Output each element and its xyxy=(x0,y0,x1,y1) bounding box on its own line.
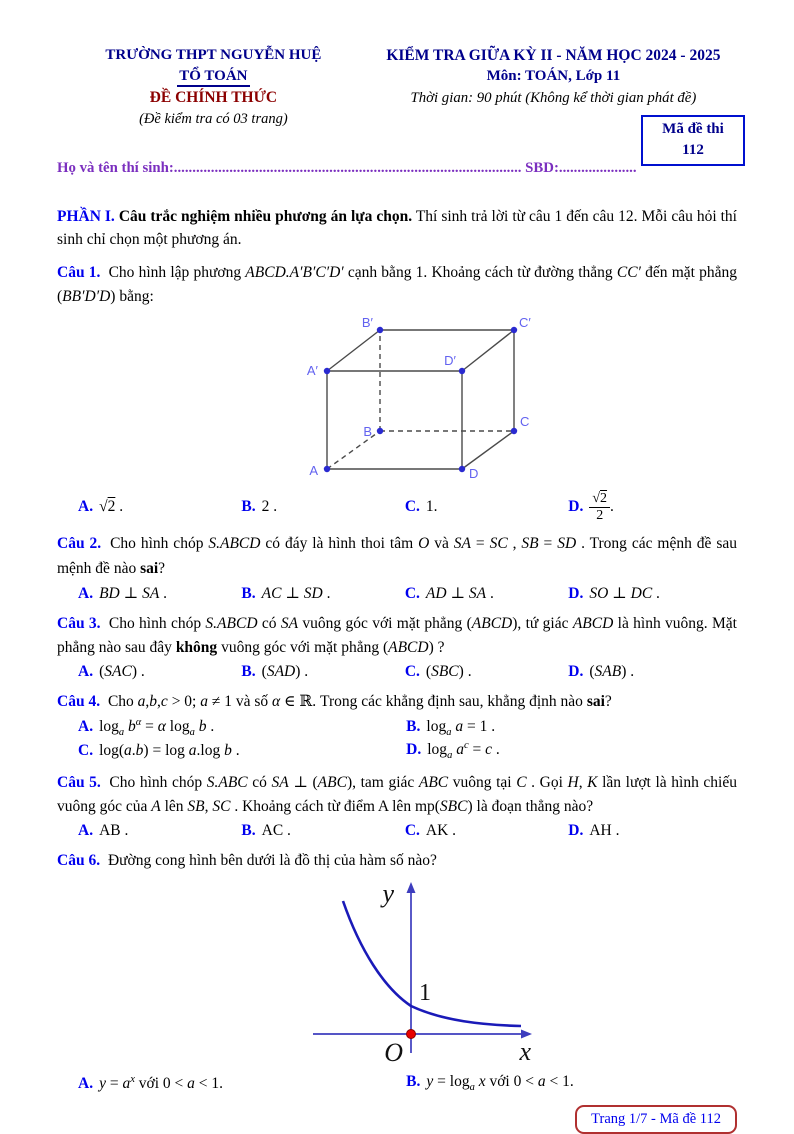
option-C: C. AD ⊥ SA . xyxy=(404,584,494,602)
header-school-block xyxy=(57,46,370,129)
question-3-options xyxy=(78,663,737,681)
question-1-number: Câu 1. xyxy=(57,263,101,281)
question-1-text xyxy=(57,261,737,311)
question-1-statement: Cho hình lập phương ABCD.A′B′C′D′ cạnh bằng 1. Khoảng cách từ đường thẳng CC′ đến mặt phẳng (BB′D′D) bằng: xyxy=(57,263,738,306)
cube-svg xyxy=(294,314,544,484)
footer-row xyxy=(57,1105,737,1134)
cube-vertex-C-prime: C′ xyxy=(519,315,531,331)
cube-vertex-B-prime: B′ xyxy=(361,315,373,331)
cube-figure xyxy=(57,314,737,489)
question-3-text xyxy=(57,612,737,662)
option-A: A. $y = a^x$ với 0 < a < 1. xyxy=(78,1073,224,1092)
curve-graph-svg xyxy=(288,878,538,1066)
option-C: C. log(a.b) = log a.log b . xyxy=(78,741,240,759)
exam-code-value: 112 xyxy=(682,142,704,159)
option-A: A. AB . xyxy=(78,822,129,840)
option-C: C. (SBC) . xyxy=(404,663,472,681)
cube-vertex-D-prime: D′ xyxy=(444,353,456,369)
cube-vertex-D: D xyxy=(469,466,479,482)
exam-code-box xyxy=(641,115,745,166)
option-A: A. BD ⊥ SA . xyxy=(78,584,168,602)
option-B: B. $\log_a a = 1$ . xyxy=(406,717,496,738)
option-B: B. AC ⊥ SD . xyxy=(241,584,331,602)
question-5-number: Câu 5. xyxy=(57,773,101,791)
question-5 xyxy=(57,771,737,841)
cube-vertex-A: A xyxy=(309,463,318,479)
school-name: TRƯỜNG THPT NGUYỄN HUỆ xyxy=(105,47,322,63)
pages-note: (Đề kiểm tra có 03 trang) xyxy=(139,111,288,128)
question-4-text xyxy=(57,690,737,715)
candidate-name-line: Họ và tên thí sinh:.............................................................................................. SBD:..................... xyxy=(57,160,637,177)
question-2 xyxy=(57,532,737,603)
exam-subject: Môn: TOÁN, Lớp 11 xyxy=(486,68,621,85)
origin-label: O xyxy=(384,1037,403,1066)
question-4-statement: Cho a,b,c > 0; a ≠ 1 và số α ∈ ℝ. Trong các khẳng định sau, khẳng định nào sai? xyxy=(107,693,612,711)
question-6-statement: Đường cong hình bên dưới là đồ thị của hàm số nào? xyxy=(107,852,437,870)
question-2-options xyxy=(78,584,737,603)
section-1-intro xyxy=(57,205,737,252)
section-1-label: PHẦN I. xyxy=(57,208,115,226)
question-6-options xyxy=(78,1073,737,1093)
option-B: B. $y = \log_a x$ với 0 < a < 1. xyxy=(406,1072,574,1094)
section-1-desc: Thí sinh trả lời từ câu 1 đến câu 12. Mỗi câu hỏi thí sinh chỉ chọn một phương án. xyxy=(57,208,737,249)
question-5-options xyxy=(78,822,737,840)
department-name: TỔ TOÁN xyxy=(57,67,370,87)
question-3-statement: Cho hình chóp S.ABCD có SA vuông góc với mặt phẳng (ABCD), tứ giác ABCD là hình vuông. Mặt phẳng nào sau đây không vuông góc với mặt phẳng (ABCD) ? xyxy=(57,614,737,657)
cube-vertex-B: B xyxy=(363,424,372,440)
option-C: C. 1. xyxy=(404,498,438,516)
question-1 xyxy=(57,261,737,523)
question-6-text xyxy=(57,849,737,874)
option-B: B. AC . xyxy=(241,822,291,840)
question-2-statement: Cho hình chóp S.ABCD có đáy là hình thoi tâm O và SA = SC , SB = SD . Trong các mệnh đề sau mệnh đề nào sai? xyxy=(57,535,738,577)
section-1-title: Câu trắc nghiệm nhiều phương án lựa chọn. xyxy=(118,208,413,226)
option-D: D. SO ⊥ DC . xyxy=(568,584,660,602)
question-5-statement: Cho hình chóp S.ABC có SA ⊥ (ABC), tam giác ABC vuông tại C . Gọi H, K lần lượt là hình chiếu vuông góc của A lên SB, SC . Khoảng cách từ điểm A lên mp(SBC) là đoạn thẳng nào? xyxy=(57,773,737,816)
x-axis-label: x xyxy=(519,1036,531,1066)
option-D: D. $\frac{√2}{2}$ . xyxy=(568,491,614,523)
question-4-options-row-1 xyxy=(78,717,737,738)
candidate-row xyxy=(57,121,737,181)
exam-header xyxy=(57,46,737,129)
official-exam-label: ĐỀ CHÍNH THỨC xyxy=(149,88,278,106)
question-2-number: Câu 2. xyxy=(57,535,102,553)
option-A: A. √2 . xyxy=(78,498,124,516)
question-3-number: Câu 3. xyxy=(57,614,101,632)
option-D: D. (SAB) . xyxy=(568,663,635,681)
exponential-curve xyxy=(343,901,521,1026)
option-D: D. $\log_a a^c = c$ . xyxy=(406,740,500,762)
option-B: B. (SAD) . xyxy=(241,663,309,681)
origin-point xyxy=(407,1029,416,1038)
question-3 xyxy=(57,612,737,682)
question-6 xyxy=(57,849,737,1093)
curve-graph-figure xyxy=(57,878,737,1071)
cube-vertex-A-prime: A′ xyxy=(306,363,318,379)
question-1-options xyxy=(78,491,737,523)
page-number-badge: Trang 1/7 - Mã đề 112 xyxy=(575,1105,737,1134)
question-6-number: Câu 6. xyxy=(57,852,101,870)
option-A: A. $\log_a b^\alpha = \alpha$ $\log_a b$ . xyxy=(78,717,215,739)
question-5-text xyxy=(57,771,737,821)
option-D: D. AH . xyxy=(568,822,620,840)
question-4-number: Câu 4. xyxy=(57,693,101,711)
option-C: C. AK . xyxy=(404,822,457,840)
cube-vertex-C: C xyxy=(520,414,530,430)
tick-label-1: 1 xyxy=(419,979,431,1006)
exam-title: KIỂM TRA GIỮA KỲ II - NĂM HỌC 2024 - 2025 xyxy=(386,47,721,64)
question-2-text xyxy=(57,532,737,582)
y-axis-label: y xyxy=(382,878,394,908)
option-A: A. (SAC) . xyxy=(78,663,145,681)
question-4 xyxy=(57,690,737,761)
exam-duration: Thời gian: 90 phút (Không kể thời gian phát đề) xyxy=(410,90,697,107)
option-B: B. 2 . xyxy=(241,498,278,516)
question-4-options-row-2 xyxy=(78,740,737,761)
exam-code-label: Mã đề thi xyxy=(662,121,724,138)
